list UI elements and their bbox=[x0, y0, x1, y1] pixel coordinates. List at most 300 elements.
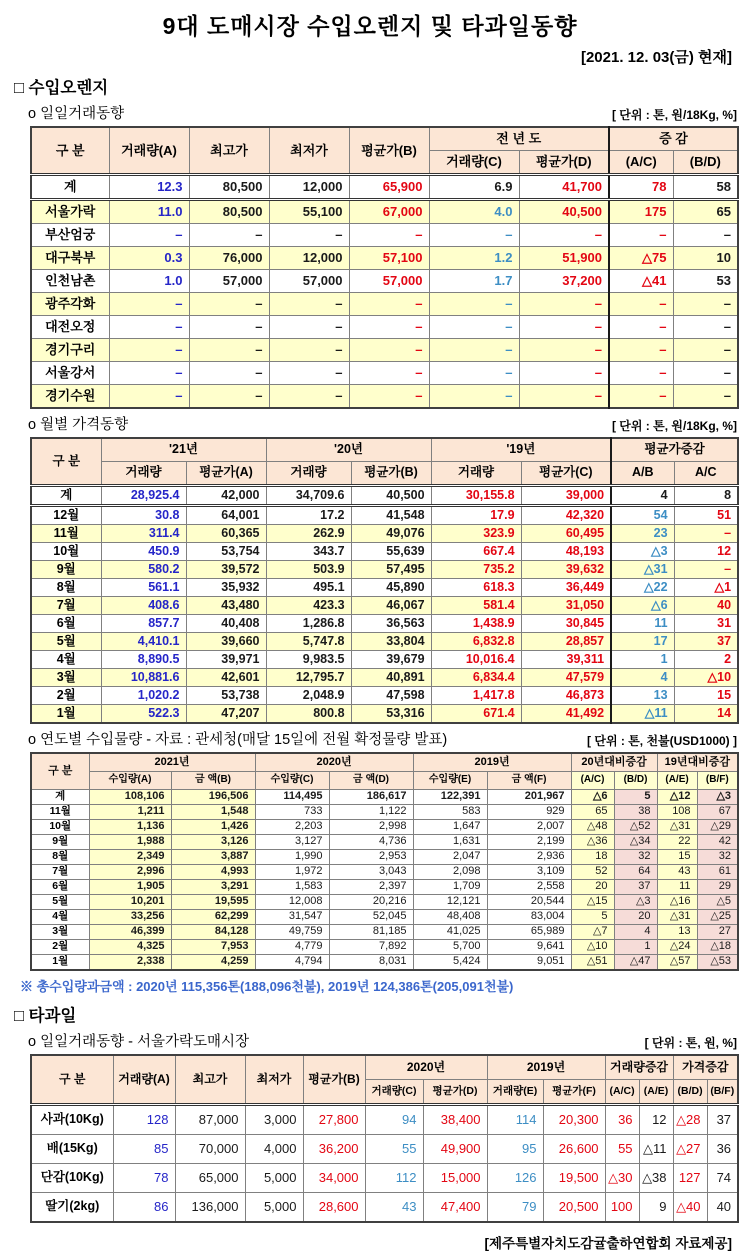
data-cell: 65 bbox=[673, 200, 738, 224]
header-cell: 거래량증감 bbox=[605, 1055, 673, 1080]
data-cell: △24 bbox=[657, 940, 697, 955]
header-cell: 최저가 bbox=[245, 1055, 303, 1105]
data-cell: 1,417.8 bbox=[431, 687, 521, 705]
data-cell: 39,632 bbox=[521, 561, 611, 579]
data-cell: 65,900 bbox=[349, 175, 429, 200]
data-cell: – bbox=[109, 385, 189, 409]
data-cell: △18 bbox=[697, 940, 738, 955]
table-row bbox=[31, 561, 738, 579]
header-cell: 19년대비증감 bbox=[657, 753, 738, 772]
header-cell: 최저가 bbox=[269, 127, 349, 175]
data-cell: 9,051 bbox=[487, 955, 571, 971]
section-heading-imported-orange: □ 수입오렌지 bbox=[14, 79, 109, 97]
header-cell: (A/C) bbox=[571, 772, 614, 790]
data-cell: 5,700 bbox=[413, 940, 487, 955]
table-row bbox=[31, 385, 738, 409]
row-label: 부산엄궁 bbox=[31, 224, 109, 247]
data-cell: 51,900 bbox=[519, 247, 609, 270]
data-cell: 20,500 bbox=[543, 1193, 605, 1223]
data-cell: 40 bbox=[674, 597, 738, 615]
data-cell: 46,067 bbox=[351, 597, 431, 615]
data-cell: 8,031 bbox=[329, 955, 413, 971]
data-cell: 1,988 bbox=[89, 835, 171, 850]
data-cell: 4,993 bbox=[171, 865, 255, 880]
data-source-footer: [제주특별자치도감귤출하연합회 자료제공] bbox=[484, 1236, 732, 1251]
data-cell: 76,000 bbox=[189, 247, 269, 270]
data-cell: 20,544 bbox=[487, 895, 571, 910]
data-cell: 4,000 bbox=[245, 1135, 303, 1164]
row-label: 인천남촌 bbox=[31, 270, 109, 293]
header-cell: 구 분 bbox=[31, 438, 101, 486]
header-cell: 2020년 bbox=[365, 1055, 487, 1080]
data-cell: – bbox=[269, 224, 349, 247]
data-cell: 12,000 bbox=[269, 175, 349, 200]
data-cell: △6 bbox=[571, 790, 614, 805]
row-label: 계 bbox=[31, 790, 89, 805]
data-cell: 108,106 bbox=[89, 790, 171, 805]
data-cell: 34,709.6 bbox=[266, 486, 351, 506]
header-cell: 평균가(B) bbox=[349, 127, 429, 175]
data-cell: 57,000 bbox=[189, 270, 269, 293]
data-cell: 47,400 bbox=[423, 1193, 487, 1223]
header-cell: 구 분 bbox=[31, 127, 109, 175]
data-cell: △30 bbox=[605, 1164, 639, 1193]
data-cell: △5 bbox=[697, 895, 738, 910]
daily-trade-table bbox=[30, 126, 739, 409]
data-cell: 13 bbox=[657, 925, 697, 940]
data-cell: 28,857 bbox=[521, 633, 611, 651]
total-import-footnote: ※ 총수입량과금액 : 2020년 115,356톤(188,096천불), 2019년 124,386톤(205,091천불) bbox=[20, 979, 514, 994]
data-cell: △25 bbox=[697, 910, 738, 925]
data-cell: △3 bbox=[611, 543, 674, 561]
data-cell: – bbox=[429, 362, 519, 385]
data-cell: – bbox=[519, 293, 609, 316]
table-row bbox=[31, 362, 738, 385]
data-cell: 4,325 bbox=[89, 940, 171, 955]
table-row bbox=[31, 651, 738, 669]
data-cell: 41,492 bbox=[521, 705, 611, 724]
data-cell: 127 bbox=[673, 1164, 707, 1193]
data-cell: 196,506 bbox=[171, 790, 255, 805]
data-cell: – bbox=[673, 339, 738, 362]
table-row bbox=[31, 925, 738, 940]
data-cell: 32 bbox=[697, 850, 738, 865]
data-cell: 9,983.5 bbox=[266, 651, 351, 669]
data-cell: 55,639 bbox=[351, 543, 431, 561]
header-cell: 평균가(A) bbox=[186, 462, 266, 486]
data-cell: – bbox=[429, 339, 519, 362]
header-cell: 수입량(A) bbox=[89, 772, 171, 790]
header-cell: 2020년 bbox=[255, 753, 413, 772]
data-cell: 8,890.5 bbox=[101, 651, 186, 669]
data-cell: 80,500 bbox=[189, 175, 269, 200]
data-cell: △48 bbox=[571, 820, 614, 835]
data-cell: – bbox=[109, 362, 189, 385]
data-cell: 64,001 bbox=[186, 506, 266, 525]
data-cell: 323.9 bbox=[431, 525, 521, 543]
row-label: 광주각화 bbox=[31, 293, 109, 316]
data-cell: 2,953 bbox=[329, 850, 413, 865]
data-cell: △7 bbox=[571, 925, 614, 940]
data-cell: 6.9 bbox=[429, 175, 519, 200]
data-cell: 41,548 bbox=[351, 506, 431, 525]
data-cell: 11 bbox=[611, 615, 674, 633]
data-cell: 12,008 bbox=[255, 895, 329, 910]
data-cell: 46,873 bbox=[521, 687, 611, 705]
table-row bbox=[31, 633, 738, 651]
table-row bbox=[31, 525, 738, 543]
data-cell: 1.2 bbox=[429, 247, 519, 270]
header-cell: 금 액(D) bbox=[329, 772, 413, 790]
data-cell: 7,892 bbox=[329, 940, 413, 955]
header-cell: (A/C) bbox=[605, 1080, 639, 1105]
data-cell: – bbox=[189, 293, 269, 316]
table-row bbox=[31, 224, 738, 247]
data-cell: 561.1 bbox=[101, 579, 186, 597]
row-label: 서울강서 bbox=[31, 362, 109, 385]
row-label: 6월 bbox=[31, 615, 101, 633]
header-cell: A/B bbox=[611, 462, 674, 486]
header-cell: 20년대비증감 bbox=[571, 753, 657, 772]
data-cell: 112 bbox=[365, 1164, 423, 1193]
data-cell: 5,424 bbox=[413, 955, 487, 971]
table-row bbox=[31, 865, 738, 880]
data-cell: – bbox=[674, 525, 738, 543]
data-cell: △52 bbox=[614, 820, 657, 835]
data-cell: 20 bbox=[614, 910, 657, 925]
data-cell: – bbox=[189, 224, 269, 247]
data-cell: 26,600 bbox=[543, 1135, 605, 1164]
table-row bbox=[31, 820, 738, 835]
data-cell: 4,736 bbox=[329, 835, 413, 850]
data-cell: 1,020.2 bbox=[101, 687, 186, 705]
data-cell: 31 bbox=[674, 615, 738, 633]
row-label: 8월 bbox=[31, 850, 89, 865]
data-cell: 1,990 bbox=[255, 850, 329, 865]
header-cell: 증 감 bbox=[609, 127, 738, 151]
data-cell: 22 bbox=[657, 835, 697, 850]
data-cell: – bbox=[349, 316, 429, 339]
table-row bbox=[31, 880, 738, 895]
data-cell: 495.1 bbox=[266, 579, 351, 597]
data-cell: 30,155.8 bbox=[431, 486, 521, 506]
data-cell: 2,048.9 bbox=[266, 687, 351, 705]
subsection-heading-daily: o 일일거래동향 bbox=[28, 106, 125, 122]
table-row bbox=[31, 486, 738, 506]
data-cell: 30.8 bbox=[101, 506, 186, 525]
row-label: 3월 bbox=[31, 925, 89, 940]
subsection-heading-other-daily: o 일일거래동향 - 서울가락도매시장 bbox=[28, 1034, 250, 1050]
data-cell: 48,408 bbox=[413, 910, 487, 925]
data-cell: 175 bbox=[609, 200, 673, 224]
data-cell: – bbox=[189, 362, 269, 385]
header-cell: 평균가(B) bbox=[303, 1055, 365, 1105]
data-cell: – bbox=[269, 385, 349, 409]
data-cell: 57,000 bbox=[349, 270, 429, 293]
data-cell: 2,558 bbox=[487, 880, 571, 895]
header-cell: (A/E) bbox=[657, 772, 697, 790]
row-label: 1월 bbox=[31, 705, 101, 724]
data-cell: – bbox=[349, 339, 429, 362]
data-cell: 3,109 bbox=[487, 865, 571, 880]
yearly-import-table bbox=[30, 752, 739, 971]
data-cell: – bbox=[429, 385, 519, 409]
data-cell: △3 bbox=[697, 790, 738, 805]
row-label: 9월 bbox=[31, 561, 101, 579]
data-cell: 87,000 bbox=[175, 1105, 245, 1135]
row-label: 대구북부 bbox=[31, 247, 109, 270]
header-cell: (B/F) bbox=[697, 772, 738, 790]
data-cell: 23 bbox=[611, 525, 674, 543]
subheading-row-other-daily bbox=[28, 1030, 737, 1051]
header-cell: 가격증감 bbox=[673, 1055, 738, 1080]
unit-label-yearly: [ 단위 : 톤, 천불(USD1000) ] bbox=[587, 734, 737, 748]
header-cell: 전 년 도 bbox=[429, 127, 609, 151]
data-cell: 27 bbox=[697, 925, 738, 940]
data-cell: 503.9 bbox=[266, 561, 351, 579]
data-cell: 15 bbox=[674, 687, 738, 705]
data-cell: △1 bbox=[674, 579, 738, 597]
data-cell: 42,320 bbox=[521, 506, 611, 525]
data-cell: 65 bbox=[571, 805, 614, 820]
data-cell: 423.3 bbox=[266, 597, 351, 615]
data-cell: – bbox=[109, 316, 189, 339]
data-cell: 49,759 bbox=[255, 925, 329, 940]
header-cell: 2021년 bbox=[89, 753, 255, 772]
data-cell: 2,936 bbox=[487, 850, 571, 865]
table-row bbox=[31, 955, 738, 971]
table-row bbox=[31, 669, 738, 687]
data-cell: 3,127 bbox=[255, 835, 329, 850]
data-cell: 6,832.8 bbox=[431, 633, 521, 651]
table-row bbox=[31, 1193, 738, 1223]
data-cell: 57,495 bbox=[351, 561, 431, 579]
data-cell: – bbox=[674, 561, 738, 579]
data-cell: 80,500 bbox=[189, 200, 269, 224]
data-cell: 53,316 bbox=[351, 705, 431, 724]
data-cell: 857.7 bbox=[101, 615, 186, 633]
data-cell: 671.4 bbox=[431, 705, 521, 724]
header-cell: (B/F) bbox=[707, 1080, 738, 1105]
data-cell: 36,200 bbox=[303, 1135, 365, 1164]
data-cell: 12 bbox=[674, 543, 738, 561]
data-cell: 136,000 bbox=[175, 1193, 245, 1223]
header-cell: 평균가(D) bbox=[423, 1080, 487, 1105]
row-label: 5월 bbox=[31, 895, 89, 910]
data-cell: 38 bbox=[614, 805, 657, 820]
data-cell: 65,989 bbox=[487, 925, 571, 940]
data-cell: 78 bbox=[609, 175, 673, 200]
data-cell: 52 bbox=[571, 865, 614, 880]
data-cell: 1,548 bbox=[171, 805, 255, 820]
data-cell: 126 bbox=[487, 1164, 543, 1193]
data-cell: 40,891 bbox=[351, 669, 431, 687]
data-cell: 30,845 bbox=[521, 615, 611, 633]
data-cell: 7,953 bbox=[171, 940, 255, 955]
data-cell: 11 bbox=[657, 880, 697, 895]
data-cell: △31 bbox=[657, 820, 697, 835]
data-cell: 929 bbox=[487, 805, 571, 820]
data-cell: 79 bbox=[487, 1193, 543, 1223]
header-cell: 평균가(D) bbox=[519, 151, 609, 175]
data-cell: △16 bbox=[657, 895, 697, 910]
data-cell: 43 bbox=[365, 1193, 423, 1223]
data-cell: 78 bbox=[113, 1164, 175, 1193]
data-cell: 450.9 bbox=[101, 543, 186, 561]
subheading-row-monthly bbox=[28, 413, 737, 434]
data-cell: 27,800 bbox=[303, 1105, 365, 1135]
data-cell: 5,747.8 bbox=[266, 633, 351, 651]
data-cell: 36,449 bbox=[521, 579, 611, 597]
table-row bbox=[31, 339, 738, 362]
data-cell: 37 bbox=[707, 1105, 738, 1135]
data-cell: 14 bbox=[674, 705, 738, 724]
row-label: 사과(10Kg) bbox=[31, 1105, 113, 1135]
data-cell: – bbox=[189, 339, 269, 362]
data-cell: △6 bbox=[611, 597, 674, 615]
data-cell: △31 bbox=[657, 910, 697, 925]
data-cell: 33,256 bbox=[89, 910, 171, 925]
table-row bbox=[31, 543, 738, 561]
row-label: 2월 bbox=[31, 687, 101, 705]
data-cell: △53 bbox=[697, 955, 738, 971]
header-cell: '19년 bbox=[431, 438, 611, 462]
data-cell: △22 bbox=[611, 579, 674, 597]
header-cell: 거래량(E) bbox=[487, 1080, 543, 1105]
data-cell: 5 bbox=[571, 910, 614, 925]
data-cell: △29 bbox=[697, 820, 738, 835]
data-cell: 3,126 bbox=[171, 835, 255, 850]
data-cell: 580.2 bbox=[101, 561, 186, 579]
data-cell: 2,998 bbox=[329, 820, 413, 835]
data-cell: 15,000 bbox=[423, 1164, 487, 1193]
data-cell: 62,299 bbox=[171, 910, 255, 925]
data-cell: 5,000 bbox=[245, 1164, 303, 1193]
data-cell: 39,311 bbox=[521, 651, 611, 669]
data-cell: 20 bbox=[571, 880, 614, 895]
data-cell: 29 bbox=[697, 880, 738, 895]
data-cell: – bbox=[189, 316, 269, 339]
data-cell: 43 bbox=[657, 865, 697, 880]
table-row bbox=[31, 1164, 738, 1193]
data-cell: 61 bbox=[697, 865, 738, 880]
data-cell: △34 bbox=[614, 835, 657, 850]
data-cell: – bbox=[109, 224, 189, 247]
data-cell: 1,631 bbox=[413, 835, 487, 850]
data-cell: 343.7 bbox=[266, 543, 351, 561]
data-cell: 1,438.9 bbox=[431, 615, 521, 633]
data-cell: 65,000 bbox=[175, 1164, 245, 1193]
data-cell: △41 bbox=[609, 270, 673, 293]
data-cell: 47,579 bbox=[521, 669, 611, 687]
data-cell: – bbox=[349, 224, 429, 247]
row-label: 3월 bbox=[31, 669, 101, 687]
row-label: 단감(10Kg) bbox=[31, 1164, 113, 1193]
data-cell: 53 bbox=[673, 270, 738, 293]
data-cell: 74 bbox=[707, 1164, 738, 1193]
data-cell: – bbox=[609, 224, 673, 247]
data-cell: 83,004 bbox=[487, 910, 571, 925]
data-cell: 42 bbox=[697, 835, 738, 850]
data-cell: 49,076 bbox=[351, 525, 431, 543]
data-cell: 37 bbox=[614, 880, 657, 895]
data-cell: 4 bbox=[611, 486, 674, 506]
data-cell: 60,365 bbox=[186, 525, 266, 543]
data-cell: 57,000 bbox=[269, 270, 349, 293]
data-cell: 667.4 bbox=[431, 543, 521, 561]
row-label: 7월 bbox=[31, 865, 89, 880]
header-cell: (B/D) bbox=[673, 151, 738, 175]
data-cell: 41,700 bbox=[519, 175, 609, 200]
data-cell: 733 bbox=[255, 805, 329, 820]
data-cell: – bbox=[349, 293, 429, 316]
data-cell: 70,000 bbox=[175, 1135, 245, 1164]
data-cell: – bbox=[429, 224, 519, 247]
data-cell: 1,647 bbox=[413, 820, 487, 835]
data-cell: 1 bbox=[614, 940, 657, 955]
data-cell: 2,996 bbox=[89, 865, 171, 880]
table-row bbox=[31, 615, 738, 633]
data-cell: – bbox=[673, 293, 738, 316]
data-cell: 408.6 bbox=[101, 597, 186, 615]
data-cell: 33,804 bbox=[351, 633, 431, 651]
data-cell: 2,338 bbox=[89, 955, 171, 971]
table-row bbox=[31, 940, 738, 955]
header-cell: 평균가(B) bbox=[351, 462, 431, 486]
row-label: 계 bbox=[31, 486, 101, 506]
data-cell: 10,201 bbox=[89, 895, 171, 910]
row-label: 서울가락 bbox=[31, 200, 109, 224]
data-cell: – bbox=[609, 293, 673, 316]
data-cell: 55,100 bbox=[269, 200, 349, 224]
header-cell: 구 분 bbox=[31, 1055, 113, 1105]
table-row bbox=[31, 835, 738, 850]
data-cell: 53,738 bbox=[186, 687, 266, 705]
data-cell: 86 bbox=[113, 1193, 175, 1223]
data-cell: 42,601 bbox=[186, 669, 266, 687]
data-cell: 37,200 bbox=[519, 270, 609, 293]
table-row bbox=[31, 270, 738, 293]
data-cell: 47,207 bbox=[186, 705, 266, 724]
data-cell: 3,887 bbox=[171, 850, 255, 865]
row-label: 12월 bbox=[31, 506, 101, 525]
data-cell: △12 bbox=[657, 790, 697, 805]
row-label: 경기수원 bbox=[31, 385, 109, 409]
header-cell: 거래량(A) bbox=[113, 1055, 175, 1105]
table-row bbox=[31, 705, 738, 724]
data-cell: 54 bbox=[611, 506, 674, 525]
data-cell: 85 bbox=[113, 1135, 175, 1164]
header-cell: (A/E) bbox=[639, 1080, 673, 1105]
data-cell: – bbox=[349, 362, 429, 385]
data-cell: 39,679 bbox=[351, 651, 431, 669]
data-cell: 58 bbox=[673, 175, 738, 200]
data-cell: 3,000 bbox=[245, 1105, 303, 1135]
data-cell: 20,216 bbox=[329, 895, 413, 910]
data-cell: 1,136 bbox=[89, 820, 171, 835]
data-cell: 1,211 bbox=[89, 805, 171, 820]
header-cell: 최고가 bbox=[189, 127, 269, 175]
data-cell: 2,349 bbox=[89, 850, 171, 865]
row-label: 11월 bbox=[31, 805, 89, 820]
data-cell: 28,925.4 bbox=[101, 486, 186, 506]
data-cell: – bbox=[609, 339, 673, 362]
data-cell: – bbox=[269, 316, 349, 339]
data-cell: 39,971 bbox=[186, 651, 266, 669]
data-cell: 20,300 bbox=[543, 1105, 605, 1135]
data-cell: – bbox=[269, 293, 349, 316]
header-cell: 구 분 bbox=[31, 753, 89, 790]
